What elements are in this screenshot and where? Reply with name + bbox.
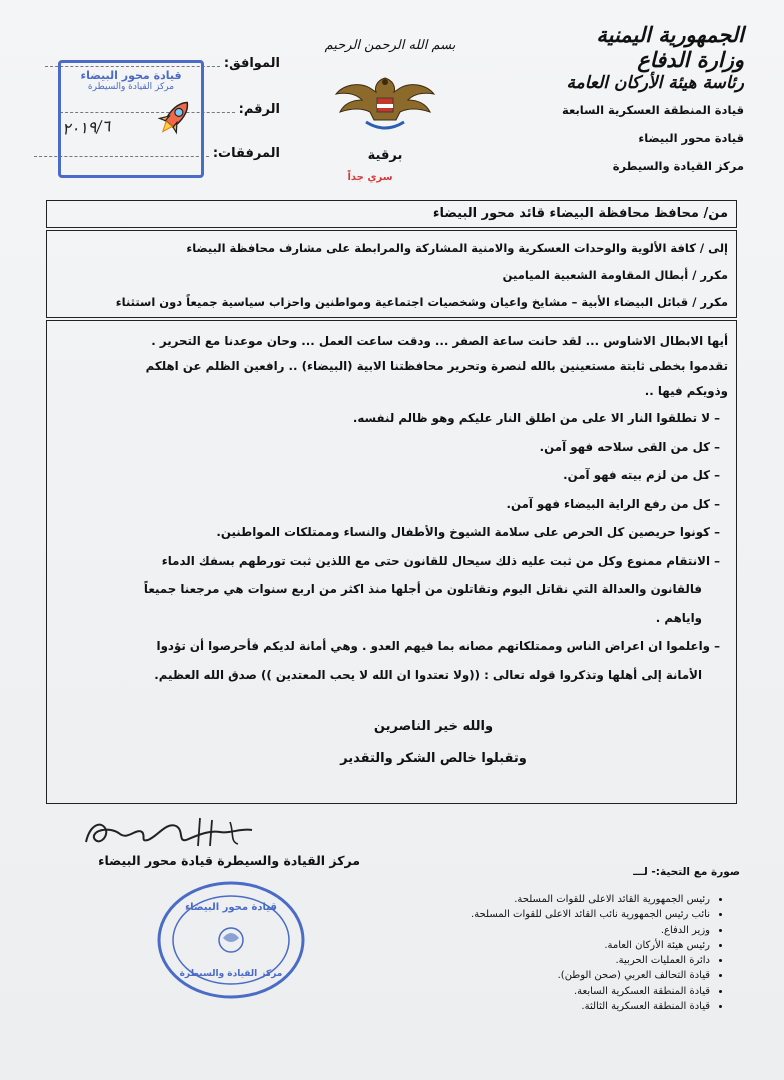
stamp-subtitle: مركز القيادة والسيطرة: [87, 82, 175, 92]
number-label: الرقم:: [238, 102, 280, 117]
cc-list: [350, 892, 724, 1014]
round-stamp-top: قيادة محور البيضاء: [185, 902, 277, 913]
instruction-item: – كل من القى سلاحه فهو آمن.: [539, 439, 720, 454]
instruction-item: – واعلموا ان اعراض الناس وممتلكاتهم مصانه بما فيهم العدو . وهي أمانة لديكم فأحرصوا أن تؤدوا: [156, 639, 720, 653]
letterhead: [544, 22, 744, 178]
recipient-line: مكرر / أبطال المقاومة الشعبية الميامين: [502, 268, 728, 282]
handwritten-number: ٢٠١٩/٦: [61, 116, 111, 139]
cc-item: • قيادة المنطقة العسكرية الثالثة.: [350, 999, 710, 1014]
recipients-box: [46, 230, 737, 318]
ministry-title: وزارة الدفاع: [637, 47, 744, 72]
message-body: [46, 320, 737, 804]
closing-line: والله خير الناصرين: [373, 719, 494, 734]
instruction-item: – كل من لزم بيته فهو آمن.: [563, 468, 720, 482]
staff-title: رئاسة هيئة الأركان العامة: [566, 73, 744, 93]
date-label: الموافق:: [223, 56, 280, 71]
cc-item: • رئيس الجمهورية القائد الاعلى للقوات المسلحة.: [350, 892, 710, 907]
from-line: من/ محافظ محافظة البيضاء قائد محور البيضاء: [46, 200, 737, 228]
instruction-continuation: واياهم .: [655, 610, 702, 625]
body-paragraph: تقدموا بخطى ثابتة مستعينين بالله لنصرة وتحرير محافظتنا الابية (البيضاء) .. رافعين الظلم عن اهلكم: [145, 359, 728, 373]
republic-title: الجمهورية اليمنية: [596, 22, 744, 47]
cc-item: • دائرة العمليات الحربية.: [350, 953, 710, 968]
axis-title: قيادة محور البيضاء: [638, 131, 744, 145]
instruction-item: – كل من رفع الراية البيضاء فهو آمن.: [506, 496, 720, 511]
instruction-continuation: الأمانة إلى أهلها وتذكروا قوله تعالى : ((ولا تعتدوا ان الله لا يحب المعتدين )) صدق الله العظيم.: [154, 667, 702, 682]
recipient-line: إلى / كافة الألوية والوحدات العسكرية والامنية المشاركة والمرابطة على مشارف محافظة البيضاء: [186, 241, 728, 255]
official-round-stamp: [156, 880, 306, 1000]
cc-item: • نائب رئيس الجمهورية نائب القائد الاعلى للقوات المسلحة.: [350, 907, 710, 922]
attachments-label: المرفقات:: [212, 146, 280, 161]
yemen-eagle-emblem-icon: [330, 68, 440, 142]
cc-item: • قيادة التحالف العربي (صحن الوطن).: [350, 968, 710, 983]
rocket-sticker-icon: [152, 94, 198, 144]
cc-title: صورة مع التحية:- لـــ: [633, 866, 740, 878]
region-title: قيادة المنطقة العسكرية السابعة: [561, 103, 744, 117]
instruction-continuation: فالقانون والعدالة التي نقاتل اليوم وتقاتلون من أجلها منذ اكثر من اربع سنوات هي مرجعنا جميعاً: [143, 582, 702, 596]
center-title: مركز القيادة والسيطرة: [612, 159, 744, 173]
body-paragraph: أيها الابطال الاشاوس ... لقد حانت ساعة الصفر ... ودقت ساعت العمل ... وحان موعدنا مع التحرير .: [151, 334, 728, 348]
basmala: بسم الله الرحمن الرحيم: [324, 38, 456, 53]
stamp-title: قيادة محور البيضاء: [80, 69, 182, 82]
body-paragraph: وذويكم فيها ..: [644, 384, 728, 398]
instruction-item: – الانتقام ممنوع وكل من ثبت عليه ذلك سيحال للقانون حتى مع اللذين ثبت تورطهم بسفك الدماء: [161, 553, 720, 568]
round-stamp-bottom: مركز القيادة والسيطرة: [179, 969, 283, 979]
cc-item: • قيادة المنطقة العسكرية السابعة.: [350, 984, 710, 999]
recipient-line: مكرر / قبائل البيضاء الأبية – مشايخ واعيان وشخصيات اجتماعية ومواطنين واحزاب سياسية جميعاً دون استثناء: [115, 295, 728, 309]
signature-line: مركز القيادة والسيطرة قيادة محور البيضاء: [98, 853, 360, 868]
instruction-item: – لا تطلقوا النار الا على من اطلق النار عليكم وهو ظالم لنفسه.: [352, 411, 720, 425]
doc-type: برقية: [367, 148, 403, 163]
instruction-item: – كونوا حريصين كل الحرص على سلامة الشيوخ والأطفال والنساء وممتلكات المواطنين.: [216, 525, 720, 539]
cc-item: • وزير الدفاع.: [350, 923, 710, 938]
cc-item: • رئيس هيئة الأركان العامة.: [350, 938, 710, 953]
classification-label: سري جداً: [347, 172, 393, 183]
closing-line: وتقبلوا خالص الشكر والتقدير: [340, 751, 527, 766]
